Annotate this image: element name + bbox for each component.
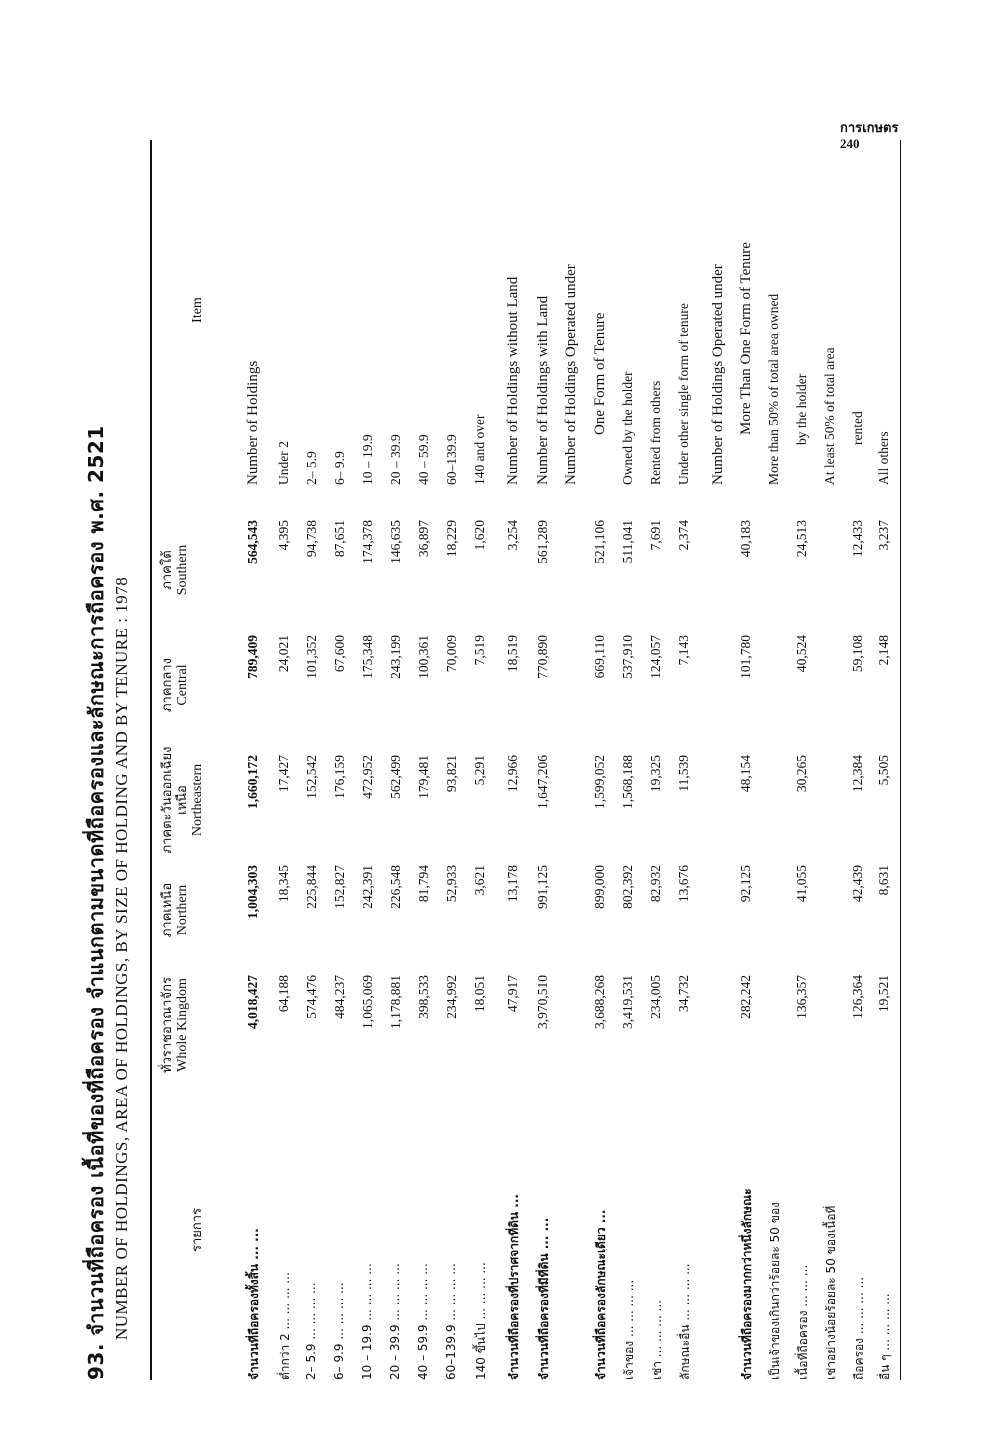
row-label-english: Number of Holdings Operated under (710, 264, 726, 485)
table-row (245, 140, 275, 1380)
cell-south: 87,651 (332, 520, 347, 558)
cell-central: 100,361 (416, 635, 431, 679)
cell-south: 174,378 (360, 520, 375, 564)
cell-whole: 3,970,510 (535, 975, 550, 1029)
cell-ne: 5,505 (876, 755, 891, 786)
row-label-english: Number of Holdings with Land (535, 295, 551, 485)
cell-whole: 126,364 (850, 975, 865, 1019)
cell-ne: 17,427 (276, 755, 291, 793)
cell-central: 789,409 (245, 635, 260, 679)
cell-central: 669,110 (592, 635, 607, 679)
cell-whole: 282,242 (738, 975, 753, 1019)
row-label-thai: ลักษณะอื่น ... ... ... ... (678, 1263, 692, 1380)
cell-ne: 93,821 (444, 755, 459, 793)
cell-whole: 136,357 (794, 975, 809, 1019)
cell-north: 18,345 (276, 865, 291, 903)
cell-south: 40,183 (738, 520, 753, 558)
table-row (592, 140, 622, 1380)
cell-north: 92,125 (738, 865, 753, 903)
cell-central: 101,780 (738, 635, 753, 679)
cell-whole: 3,419,531 (620, 975, 635, 1029)
cell-whole: 1,178,881 (388, 975, 403, 1029)
row-label-thai: 140 ขึ้นไป ... ... ... ... (474, 1262, 488, 1380)
cell-north: 42,439 (850, 865, 865, 903)
row-label-thai: เป็นเจ้าของเกินกว่าร้อยละ 50 ของ (768, 1201, 782, 1380)
table-row (444, 140, 474, 1380)
table-row (360, 140, 390, 1380)
table-row (738, 140, 768, 1380)
cell-central: 7,519 (472, 635, 487, 666)
cell-ne: 152,542 (304, 755, 319, 799)
row-label-thai: จำนวนที่ถือครองลักษณะเดียว ... (594, 1209, 608, 1380)
row-label-thai: จำนวนที่ถือครองทั้งสิ้น ... ... (247, 1228, 261, 1380)
cell-north: 802,392 (620, 865, 635, 909)
cell-ne: 30,265 (794, 755, 809, 793)
cell-ne: 1,568,188 (620, 755, 635, 809)
cell-south: 564,543 (245, 520, 260, 564)
row-label-english: by the holder (794, 373, 809, 445)
cell-north: 991,125 (535, 865, 550, 909)
cell-south: 521,106 (592, 520, 607, 564)
cell-ne: 1,647,206 (535, 755, 550, 809)
cell-north: 13,178 (505, 865, 520, 903)
cell-north: 152,827 (332, 865, 347, 909)
rotated-table-page (50, 140, 950, 1380)
table-row (822, 140, 852, 1380)
row-label-english: 140 and over (472, 414, 487, 485)
table-row (304, 140, 334, 1380)
table-row (794, 140, 824, 1380)
cell-north: 81,794 (416, 865, 431, 903)
row-label-thai: เช่า ... ... ... ... (650, 1299, 664, 1380)
cell-ne: 472,952 (360, 755, 375, 799)
row-label-english: Under other single form of tenure (676, 303, 691, 485)
cell-south: 2,374 (676, 520, 691, 551)
cell-ne: 48,154 (738, 755, 753, 793)
cell-whole: 1,065,069 (360, 975, 375, 1029)
cell-north: 225,844 (304, 865, 319, 909)
cell-ne: 1,660,172 (245, 755, 260, 809)
col-header-southern: ภาคใต้ Southern (160, 544, 190, 596)
row-label-english: Rented from others (648, 380, 663, 485)
row-label-thai: 20 – 39.9 ... ... ... ... (388, 1263, 402, 1380)
row-label-thai: ถือครอง ... ... ... ... (852, 1276, 866, 1380)
row-label-thai: ต่ำกว่า 2 ... ... ... ... (278, 1272, 292, 1380)
cell-south: 94,738 (304, 520, 319, 558)
row-label-thai: 2– 5.9 ... ... ... ... (304, 1282, 318, 1380)
cell-central: 124,057 (648, 635, 663, 679)
cell-south: 3,237 (876, 520, 891, 551)
cell-ne: 19,325 (648, 755, 663, 793)
cell-ne: 11,539 (676, 755, 691, 792)
table-row (332, 140, 362, 1380)
cell-north: 52,933 (444, 865, 459, 903)
cell-ne: 12,966 (505, 755, 520, 793)
cell-south: 24,513 (794, 520, 809, 558)
cell-whole: 234,005 (648, 975, 663, 1019)
table-row (710, 140, 740, 1380)
row-label-english: 40 – 59.9 (416, 434, 431, 485)
col-header-item-thai: รายการ (190, 1207, 205, 1253)
table-row (766, 140, 796, 1380)
row-label-english: One Form of Tenure (592, 312, 608, 435)
row-label-english: At least 50% of total area (822, 347, 837, 485)
cell-central: 67,600 (332, 635, 347, 673)
col-header-whole-kingdom: ทั่วราชอาณาจักร Whole Kingdom (160, 977, 190, 1073)
cell-central: 2,148 (876, 635, 891, 666)
cell-central: 24,021 (276, 635, 291, 673)
cell-south: 1,620 (472, 520, 487, 551)
cell-central: 18,519 (505, 635, 520, 673)
col-header-northeastern: ภาคตะวันออกเฉียงเหนือ Northeastern (160, 746, 205, 854)
cell-south: 561,289 (535, 520, 550, 564)
cell-south: 7,691 (648, 520, 663, 551)
cell-south: 3,254 (505, 520, 520, 551)
table-title-english: NUMBER OF HOLDINGS, AREA OF HOLDINGS, BY SIZE OF HOLDING AND BY TENURE : 1978 (112, 576, 131, 1340)
cell-central: 175,348 (360, 635, 375, 679)
table-row (648, 140, 678, 1380)
row-label-thai: เจ้าของ ... ... ... ... (622, 1279, 636, 1380)
cell-central: 7,143 (676, 635, 691, 666)
cell-south: 12,433 (850, 520, 865, 558)
row-label-english: rented (850, 411, 865, 445)
row-label-english: Under 2 (276, 441, 291, 485)
cell-central: 40,524 (794, 635, 809, 673)
cell-central: 70,009 (444, 635, 459, 673)
col-header-central: ภาคกลาง Central (160, 657, 190, 713)
table-row (276, 140, 306, 1380)
row-label-thai: เนื้อที่ถือครอง ... ... ... (796, 1264, 810, 1380)
row-label-english: Number of Holdings Operated under (563, 264, 579, 485)
cell-central: 537,910 (620, 635, 635, 679)
table-row (472, 140, 502, 1380)
row-label-english: More Than One Form of Tenure (738, 242, 754, 435)
row-label-english: 60–139.9 (444, 434, 459, 485)
row-label-english: All others (876, 431, 891, 485)
section-label: การเกษตร (840, 120, 899, 135)
row-label-thai: จำนวนที่ถือครองที่มีที่ดิน ... ... (537, 1217, 551, 1380)
table-row (388, 140, 418, 1380)
cell-south: 36,897 (416, 520, 431, 558)
cell-whole: 3,688,268 (592, 975, 607, 1029)
cell-ne: 176,159 (332, 755, 347, 799)
table-row (676, 140, 706, 1380)
cell-whole: 4,018,427 (245, 975, 260, 1029)
row-label-english: 20 – 39.9 (388, 434, 403, 485)
cell-whole: 398,533 (416, 975, 431, 1019)
table-row (416, 140, 446, 1380)
cell-whole: 234,992 (444, 975, 459, 1019)
cell-north: 8,631 (876, 865, 891, 896)
cell-whole: 19,521 (876, 975, 891, 1013)
row-label-thai: เช่าอย่างน้อยร้อยละ 50 ของเนื้อที่ (824, 1205, 838, 1380)
row-label-english: 10 – 19.9 (360, 434, 375, 485)
cell-north: 82,932 (648, 865, 663, 903)
table-row (563, 140, 593, 1380)
row-label-thai: 6– 9.9 ... ... ... ... (332, 1282, 346, 1380)
cell-north: 3,621 (472, 865, 487, 896)
cell-north: 41,055 (794, 865, 809, 903)
cell-central: 243,199 (388, 635, 403, 679)
cell-whole: 64,188 (276, 975, 291, 1013)
cell-south: 18,229 (444, 520, 459, 558)
bottom-rule (900, 140, 901, 1380)
table-row (620, 140, 650, 1380)
table-row (505, 140, 535, 1380)
row-label-thai: จำนวนที่ถือครองที่ปราศจากที่ดิน ... (507, 1194, 521, 1380)
cell-ne: 12,384 (850, 755, 865, 793)
cell-south: 511,041 (620, 520, 635, 564)
row-label-thai: จำนวนที่ถือครองมากกว่าหนึ่งลักษณะ (740, 1188, 754, 1380)
cell-whole: 484,237 (332, 975, 347, 1019)
col-header-northern: ภาคเหนือ Northern (160, 882, 190, 938)
cell-central: 59,108 (850, 635, 865, 673)
cell-north: 226,548 (388, 865, 403, 909)
row-label-thai: 10 – 19.9 ... ... ... ... (360, 1263, 374, 1380)
col-header-item-english: Item (190, 297, 205, 323)
row-label-thai: 60–139.9 ... ... ... ... (444, 1263, 458, 1380)
cell-whole: 47,917 (505, 975, 520, 1013)
cell-ne: 562,499 (388, 755, 403, 799)
cell-north: 1,004,303 (245, 865, 260, 919)
top-rule (150, 140, 152, 1380)
cell-central: 101,352 (304, 635, 319, 679)
row-label-thai: อื่น ๆ ... ... ... ... (878, 1293, 892, 1380)
row-label-english: Number of Holdings without Land (505, 276, 521, 485)
cell-north: 13,676 (676, 865, 691, 903)
table-title-thai: 93. จำนวนที่ถือครอง เนื้อที่ของที่ถือครอง จำแนกตามขนาดที่ถือครองและลักษณะการถือครอง พ.ศ. 2521 (84, 425, 108, 1380)
row-label-english: 6– 9.9 (332, 451, 347, 485)
row-label-english: Number of Holdings (245, 360, 261, 485)
row-label-english: Owned by the holder (620, 371, 635, 485)
row-label-thai: 40 – 59.9 ... ... ... ... (416, 1263, 430, 1380)
cell-whole: 18,051 (472, 975, 487, 1013)
cell-south: 4,395 (276, 520, 291, 551)
cell-whole: 574,476 (304, 975, 319, 1019)
cell-south: 146,635 (388, 520, 403, 564)
cell-ne: 1,599,052 (592, 755, 607, 809)
table-row (876, 140, 906, 1380)
cell-central: 770,890 (535, 635, 550, 679)
cell-whole: 34,732 (676, 975, 691, 1013)
cell-north: 899,000 (592, 865, 607, 909)
cell-ne: 5,291 (472, 755, 487, 786)
cell-north: 242,391 (360, 865, 375, 909)
row-label-english: More than 50% of total area owned (766, 293, 781, 485)
page-number: 240 (840, 136, 860, 151)
row-label-english: 2– 5.9 (304, 451, 319, 485)
cell-ne: 179,481 (416, 755, 431, 799)
table-row (535, 140, 565, 1380)
